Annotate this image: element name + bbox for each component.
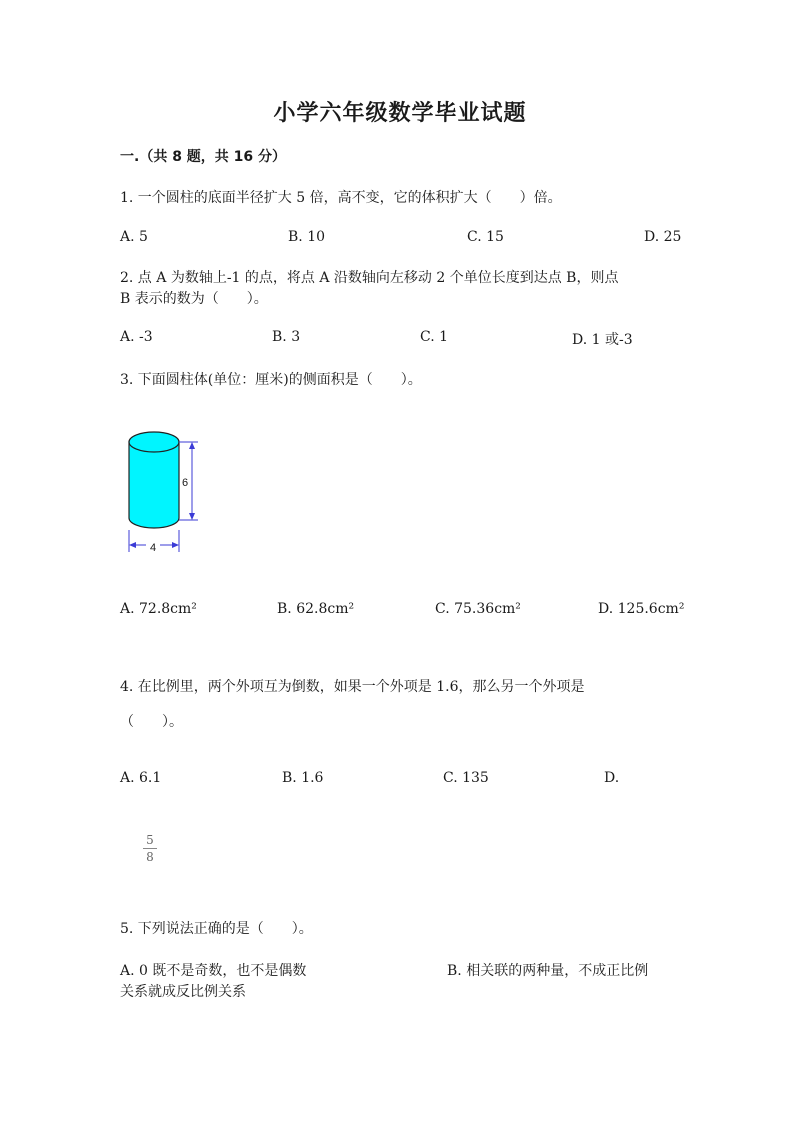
question-1-text: 1. 一个圆柱的底面半径扩大 5 倍，高不变，它的体积扩大（ ）倍。 [120,190,562,206]
q2-option-d: D. 1 或-3 [572,332,633,348]
q5-option-b: B. 相关联的两种量，不成正比例 [447,963,649,979]
height-label: 6 [181,477,189,489]
question-2-text-line1: 2. 点 A 为数轴上-1 的点，将点 A 沿数轴向左移动 2 个单位长度到达点 B，则点 [120,270,619,286]
q3-option-d: D. 125.6cm² [598,601,685,617]
cylinder-body [129,442,179,528]
question-2-text-line2: B 表示的数为（ ）。 [120,291,268,307]
fraction-numerator: 5 [146,833,154,847]
q3-option-c: C. 75.36cm² [435,601,521,617]
q1-option-b: B. 10 [288,229,326,245]
q2-option-b: B. 3 [272,329,301,345]
q3-option-a: A. 72.8cm² [120,601,197,617]
question-5-text: 5. 下列说法正确的是（ ）。 [120,921,313,937]
question-4-text-line1: 4. 在比例里，两个外项互为倒数，如果一个外项是 1.6，那么另一个外项是 [120,679,585,695]
q1-option-c: C. 15 [467,229,504,245]
question-4-text-line2: （ ）。 [120,714,183,730]
q1-option-a: A. 5 [120,229,148,245]
q4-option-d-fraction [143,833,157,864]
section-heading: 一.（共 8 题，共 16 分） [120,149,287,165]
q4-option-b: B. 1.6 [282,770,324,786]
q1-option-d: D. 25 [644,229,682,245]
fraction-bar [143,848,157,849]
question-3-text: 3. 下面圆柱体(单位：厘米)的侧面积是（ ）。 [120,372,422,388]
page-title: 小学六年级数学毕业试题 [273,101,527,126]
fraction-denominator: 8 [146,850,154,864]
q5-option-a: A. 0 既不是奇数，也不是偶数 [120,963,307,979]
q3-option-b: B. 62.8cm² [277,601,355,617]
q4-option-c: C. 135 [443,770,489,786]
q2-option-a: A. -3 [120,329,153,345]
q4-option-a: A. 6.1 [120,770,162,786]
q5-option-b-continued: 关系就成反比例关系 [120,984,246,1000]
q4-option-d: D. [604,770,620,786]
cylinder-figure [118,418,208,558]
q2-option-c: C. 1 [420,329,449,345]
cylinder-top [129,432,179,452]
diameter-label: 4 [149,542,157,554]
